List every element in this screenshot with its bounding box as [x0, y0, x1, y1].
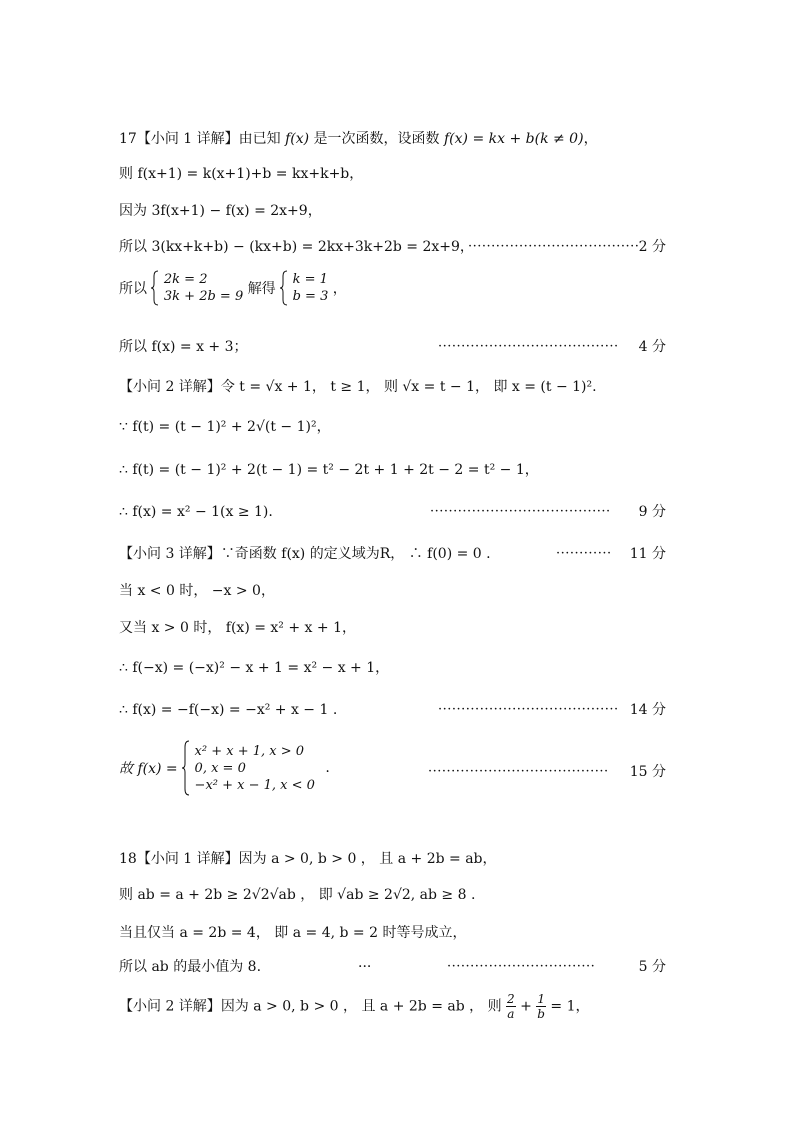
- q18-part2-heading: 【小问 2 详解】: [119, 998, 221, 1015]
- left-brace-icon: [151, 270, 159, 306]
- q17-line14: ∴ f(−x) = (−x)² − x + 1 = x² − x + 1，: [119, 660, 390, 676]
- q17-line2: 则 f(x+1) = k(x+1)+b = kx+k+b，: [119, 166, 364, 182]
- q17-line5-system: 所以 2k = 2 3k + 2b = 9 解得 k = 1 b = 3 ，: [119, 272, 347, 304]
- dot-leader: ·······································: [430, 504, 611, 519]
- left-brace-icon: [280, 270, 288, 306]
- q17-line10: ∴ f(x) = x² − 1(x ≥ 1).: [119, 504, 273, 520]
- q17-line3: 因为 3f(x+1) − f(x) = 2x+9，: [119, 203, 322, 219]
- dot-leader: ·······································: [438, 702, 619, 717]
- q18-line4: 所以 ab 的最小值为 8.: [119, 959, 262, 975]
- dot-leader: ·······································: [428, 764, 609, 779]
- score-5: 5 分: [638, 959, 666, 975]
- q17-line15: ∴ f(x) = −f(−x) = −x² + x − 1 .: [119, 702, 338, 718]
- score-14: 14 分: [629, 702, 666, 718]
- q17-piecewise: 故 f(x) = x² + x + 1, x > 0 0, x = 0 −x² + x − 1, x < 0 .: [119, 740, 330, 796]
- q17-line9: ∴ f(t) = (t − 1)² + 2(t − 1) = t² − 2t + 1 + 2t − 2 = t² − 1，: [119, 462, 539, 478]
- q18-part1-line1: 18【小问 1 详解】因为 a > 0, b > 0 ， 且 a + 2b = ab，: [119, 851, 497, 867]
- q18-line3: 当且仅当 a = 2b = 4， 即 a = 4, b = 2 时等号成立，: [119, 925, 467, 941]
- q18-part2-line1: 【小问 2 详解】因为 a > 0, b > 0 ， 且 a + 2b = ab ， 则 $\frac{2}{a}$ + $\frac{1}{b}$ = 1，: [119, 992, 590, 1021]
- piecewise-cases: x² + x + 1, x > 0 0, x = 0 −x² + x − 1, x < 0: [194, 743, 315, 793]
- q17-line8: ∵ f(t) = (t − 1)² + 2√(t − 1)²，: [119, 419, 331, 435]
- q17-part2-line1: 【小问 2 详解】令 t = √x + 1， t ≥ 1， 则 √x = t − 1， 即 x = (t − 1)².: [119, 379, 597, 395]
- score-4: 4 分: [638, 339, 666, 355]
- q17-part2-heading: 【小问 2 详解】: [119, 379, 221, 395]
- system-2: k = 1 b = 3: [292, 272, 329, 304]
- q18-line2: 则 ab = a + 2b ≥ 2√2√ab ， 即 √ab ≥ 2√2, ab ≥ 8 .: [119, 887, 476, 903]
- q17-part3-heading: 【小问 3 详解】: [119, 546, 221, 562]
- score-15: 15 分: [629, 764, 666, 780]
- fraction-2-over-a: $\frac{2}{a}$: [507, 992, 515, 1021]
- score-2: 2 分: [638, 239, 666, 255]
- q17-part1-line1: 17【小问 1 详解】由已知 f(x) 是一次函数，设函数 f(x) = kx + b(k ≠ 0)，: [119, 131, 598, 147]
- left-brace-icon: [182, 740, 190, 796]
- dot-leader: ································: [447, 959, 596, 974]
- fraction-1-over-b: $\frac{1}{b}$: [537, 992, 545, 1021]
- q18-part1-heading: 18【小问 1 详解】: [119, 851, 239, 867]
- system-1: 2k = 2 3k + 2b = 9: [163, 272, 244, 304]
- dot-leader: ············: [556, 546, 612, 561]
- q17-part1-heading: 17【小问 1 详解】: [119, 131, 239, 147]
- dot-leader: ·····································: [468, 239, 640, 254]
- ellipsis: ···: [358, 959, 372, 975]
- score-9: 9 分: [638, 504, 666, 520]
- score-11: 11 分: [629, 546, 666, 562]
- q17-line13: 又当 x > 0 时， f(x) = x² + x + 1，: [119, 620, 356, 636]
- q17-line4: 所以 3(kx+k+b) − (kx+b) = 2kx+3k+2b = 2x+9，: [119, 239, 474, 255]
- q17-line6: 所以 f(x) = x + 3；: [119, 339, 248, 355]
- q17-part3-line1: 【小问 3 详解】∵奇函数 f(x) 的定义域为R， ∴ f(0) = 0 .: [119, 546, 491, 562]
- q17-line12: 当 x < 0 时， −x > 0，: [119, 583, 275, 599]
- dot-leader: ·······································: [438, 339, 619, 354]
